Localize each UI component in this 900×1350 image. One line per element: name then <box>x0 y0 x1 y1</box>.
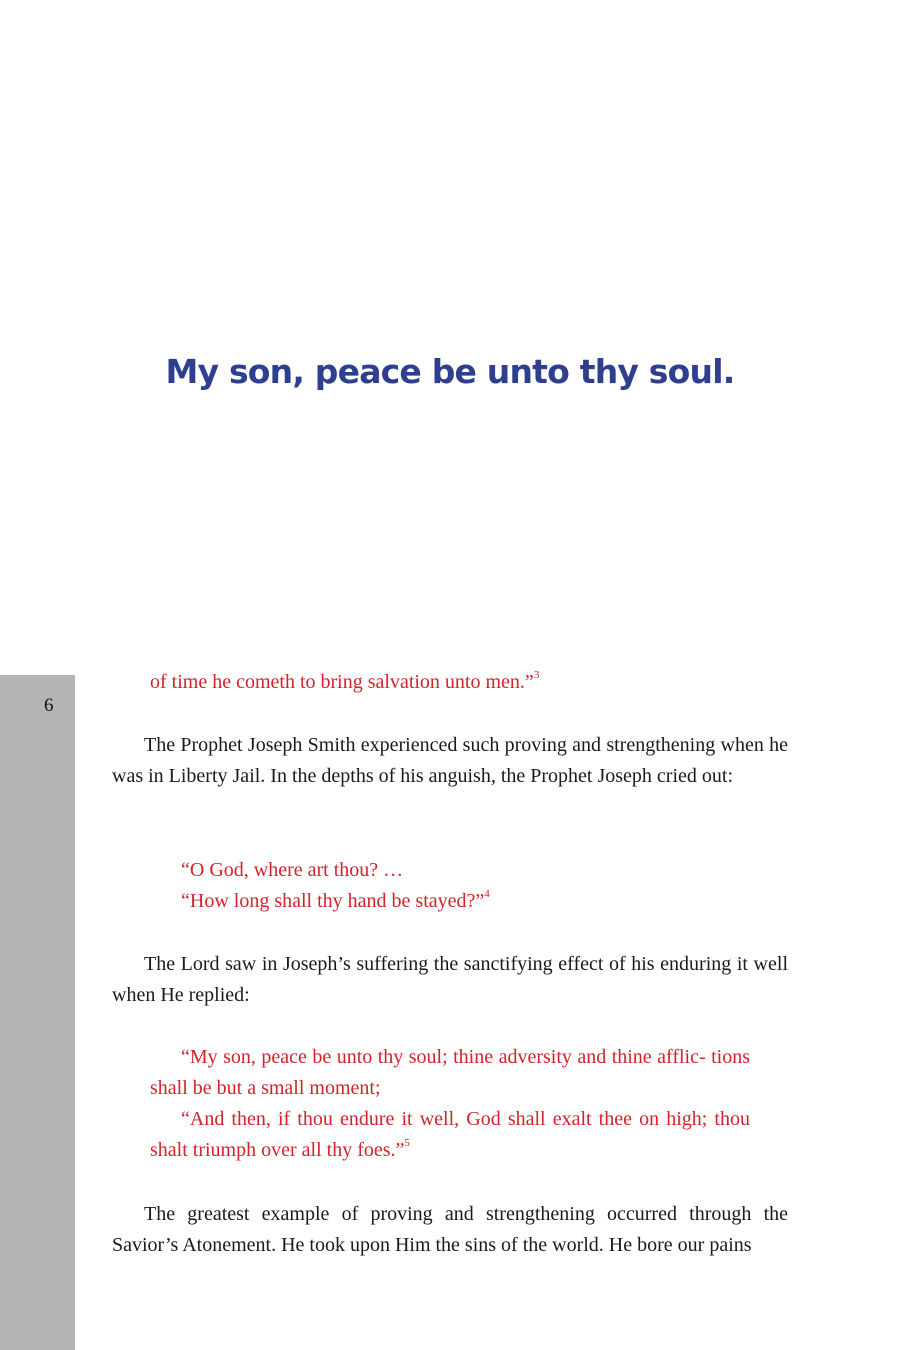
quote-continuation <box>150 667 750 698</box>
quote-reply-para-2-text: “And then, if thou endure it well, God shall exalt thee on high; thou shalt triumph over all thy foes.” <box>150 1108 750 1161</box>
body-paragraph-1: The Prophet Joseph Smith experienced such proving and strengthening when he was in Liberty Jail. In the depths of his anguish, the Prophet Joseph cried out: <box>112 734 788 787</box>
quote-lord-reply <box>150 1042 750 1166</box>
page-title: My son, peace be unto thy soul. <box>165 352 735 391</box>
body-paragraph-3: The greatest example of proving and strengthening occurred through the Savior’s Atonement. He took upon Him the sins of the world. He bore our pains <box>112 1203 788 1256</box>
quote-line-1: “O God, where art thou? … <box>181 859 404 881</box>
quote-line-2 <box>150 886 750 917</box>
footnote-ref-3: 3 <box>533 669 540 682</box>
quote-reply-para-1: “My son, peace be unto thy soul; thine adversity and thine afflic- tions shall be but a small moment; <box>150 1046 750 1099</box>
quote-liberty-jail <box>150 855 750 917</box>
footnote-ref-5: 5 <box>404 1137 410 1150</box>
quote-continuation-text: of time he cometh to bring salvation unto men.” <box>150 671 534 693</box>
side-tab <box>0 675 75 1350</box>
body-paragraph-2: The Lord saw in Joseph’s suffering the sanctifying effect of his enduring it well when He replied: <box>112 953 788 1006</box>
quote-line-2-text: “How long shall thy hand be stayed?” <box>181 890 485 912</box>
quote-reply-para-2 <box>150 1104 750 1166</box>
page-number: 6 <box>44 695 54 716</box>
footnote-ref-4: 4 <box>484 888 490 901</box>
